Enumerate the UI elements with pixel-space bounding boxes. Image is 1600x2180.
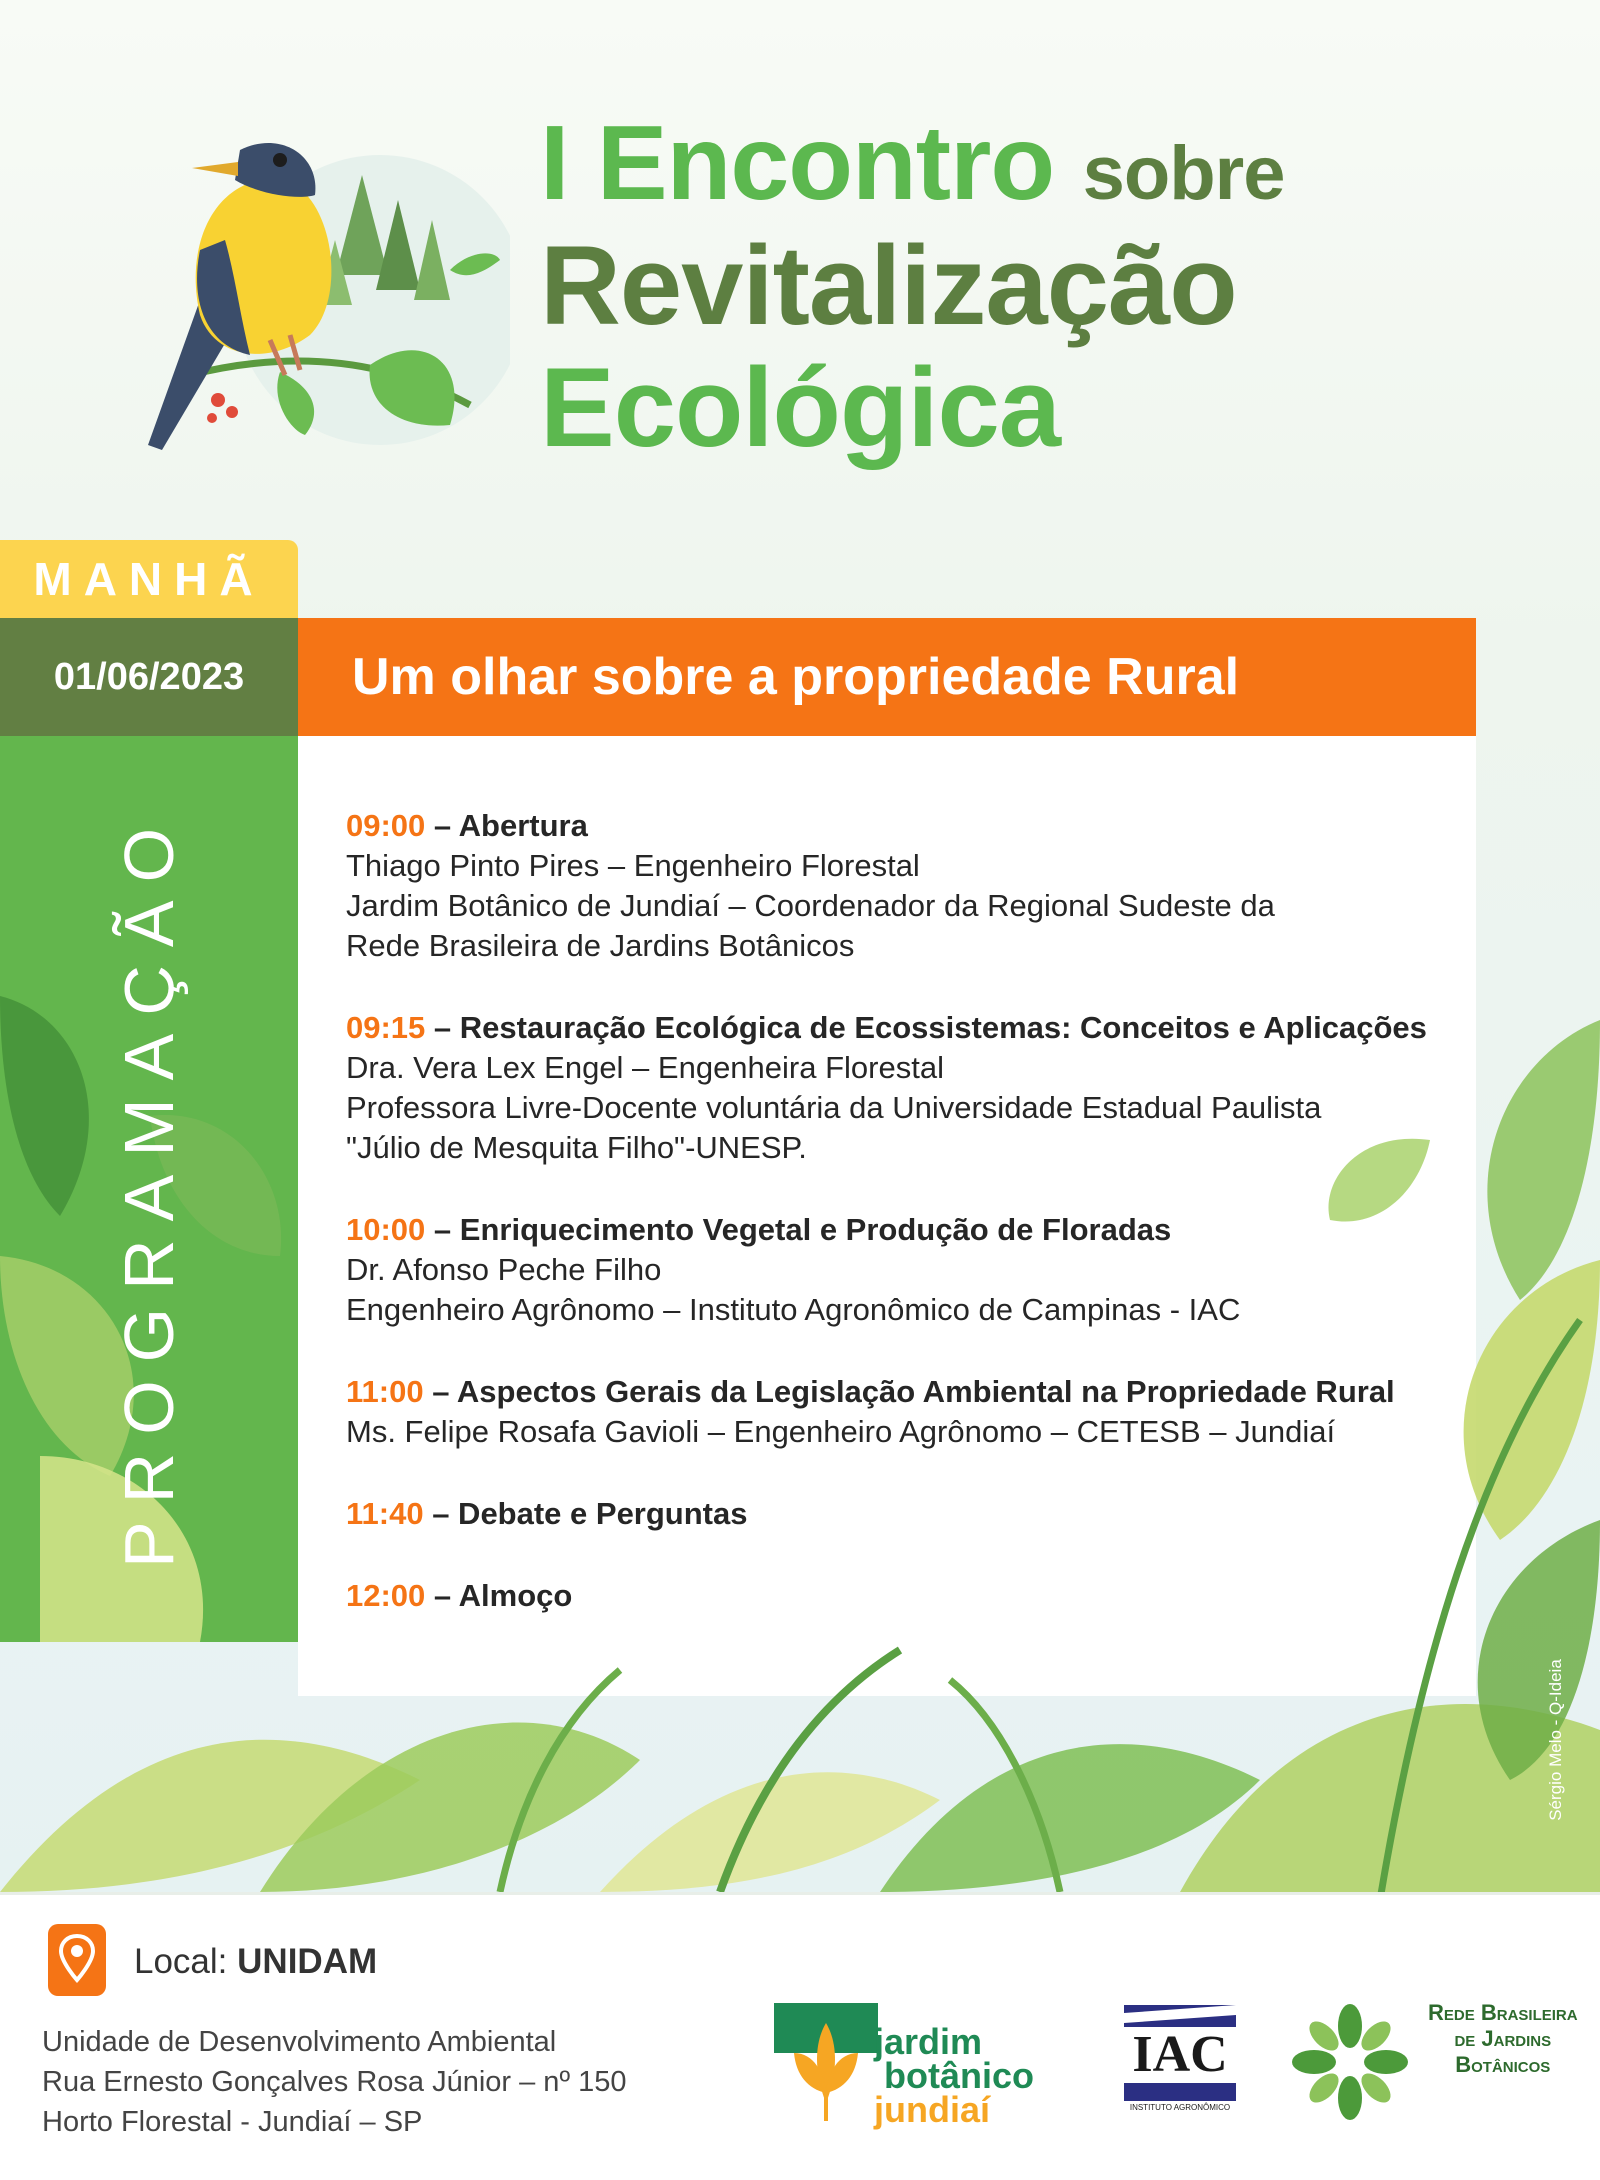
address-line: Unidade de Desenvolvimento Ambiental (42, 2026, 557, 2058)
logo-word: botânico (884, 2055, 1034, 2096)
item-time: 09:15 (346, 1010, 426, 1045)
item-detail: Dr. Afonso Peche Filho (346, 1252, 662, 1287)
leaf-icon (1328, 1139, 1430, 1222)
item-time: 11:40 (346, 1496, 424, 1531)
item-title: – Aspectos Gerais da Legislação Ambiental na Propriedade Rural (432, 1374, 1395, 1409)
location-value: UNIDAM (237, 1942, 378, 1981)
item-title: – Abertura (433, 808, 588, 843)
item-title: – Enriquecimento Vegetal e Produção de Floradas (433, 1212, 1172, 1247)
address-line: Horto Florestal - Jundiaí – SP (42, 2106, 423, 2138)
item-detail: Ms. Felipe Rosafa Gavioli – Engenheiro Agrônomo – CETESB – Jundiaí (346, 1414, 1336, 1449)
logo-word: Rede Brasileira (1428, 2000, 1578, 2025)
iac-logo-text (1124, 2005, 1236, 2112)
item-detail: Professora Livre-Docente voluntária da Universidade Estadual Paulista (346, 1090, 1322, 1125)
schedule-item (346, 1372, 1456, 1452)
rbjb-logo-text (1428, 2000, 1578, 2078)
iac-subtitle: INSTITUTO AGRONÔMICO (1129, 2103, 1231, 2112)
item-time: 11:00 (346, 1374, 424, 1409)
leaf-icon (0, 996, 89, 1216)
illustration-credit: Sérgio Melo - Q-Ideia (1546, 1659, 1565, 1821)
item-title: – Debate e Perguntas (432, 1496, 748, 1531)
address (42, 2022, 626, 2142)
event-location (134, 1942, 377, 1982)
item-detail: "Júlio de Mesquita Filho"-UNESP. (346, 1130, 807, 1165)
logo-word: de Jardins (1454, 2026, 1552, 2051)
rbjb-logo-icon (1290, 2002, 1410, 2122)
logo-word: jardim (874, 2021, 983, 2062)
schedule-item (346, 1008, 1456, 1168)
bird-illustration (130, 100, 510, 480)
bird-eye (273, 153, 287, 167)
item-title: – Restauração Ecológica de Ecossistemas: Conceitos e Aplicações (433, 1010, 1427, 1045)
item-time: 12:00 (346, 1578, 426, 1613)
item-time: 09:00 (346, 808, 426, 843)
title-line-3: Ecológica (540, 345, 1061, 470)
date-tab (0, 618, 298, 736)
berry (211, 393, 225, 407)
period-label: MANHÃ (33, 553, 265, 605)
event-date: 01/06/2023 (53, 655, 245, 698)
schedule-item (346, 1210, 1456, 1330)
item-detail: Jardim Botânico de Jundiaí – Coordenador da Regional Sudeste da (346, 888, 1275, 923)
title-prefix: I Encontro (540, 104, 1055, 222)
event-title (540, 104, 1580, 470)
schedule-item (346, 806, 1456, 966)
programacao-label: PROGRAMAÇÃO (110, 809, 188, 1569)
bird-beak (192, 162, 238, 176)
leaf-icon (1487, 1020, 1600, 1300)
berry (226, 406, 238, 418)
item-time: 10:00 (346, 1212, 426, 1247)
jardim-botanico-logo-icon (774, 2003, 878, 2121)
item-detail: Engenheiro Agrônomo – Instituto Agronômico de Campinas - IAC (346, 1292, 1241, 1327)
period-tab (0, 540, 298, 618)
jardim-botanico-logo-text (874, 2021, 1034, 2130)
iac-wordmark: IAC (1132, 2026, 1228, 2083)
berry (207, 413, 217, 423)
item-title: – Almoço (433, 1578, 573, 1613)
leaf-icon (1478, 1520, 1600, 1780)
item-detail: Thiago Pinto Pires – Engenheiro Florestal (346, 848, 920, 883)
logo-word: jundiaí (874, 2089, 990, 2130)
title-line-2: Revitalização (540, 223, 1237, 348)
section-title: Um olhar sobre a propriedade Rural (352, 648, 1240, 706)
location-label: Local: (134, 1942, 228, 1981)
location-pin-icon (48, 1924, 106, 1996)
item-detail: Rede Brasileira de Jardins Botânicos (346, 928, 855, 963)
logo-word: Botânicos (1455, 2052, 1551, 2077)
item-detail: Dra. Vera Lex Engel – Engenheira Florestal (346, 1050, 944, 1085)
title-small: sobre (1082, 131, 1285, 216)
address-line: Rua Ernesto Gonçalves Rosa Júnior – nº 150 (42, 2066, 627, 2098)
section-header (298, 618, 1476, 736)
